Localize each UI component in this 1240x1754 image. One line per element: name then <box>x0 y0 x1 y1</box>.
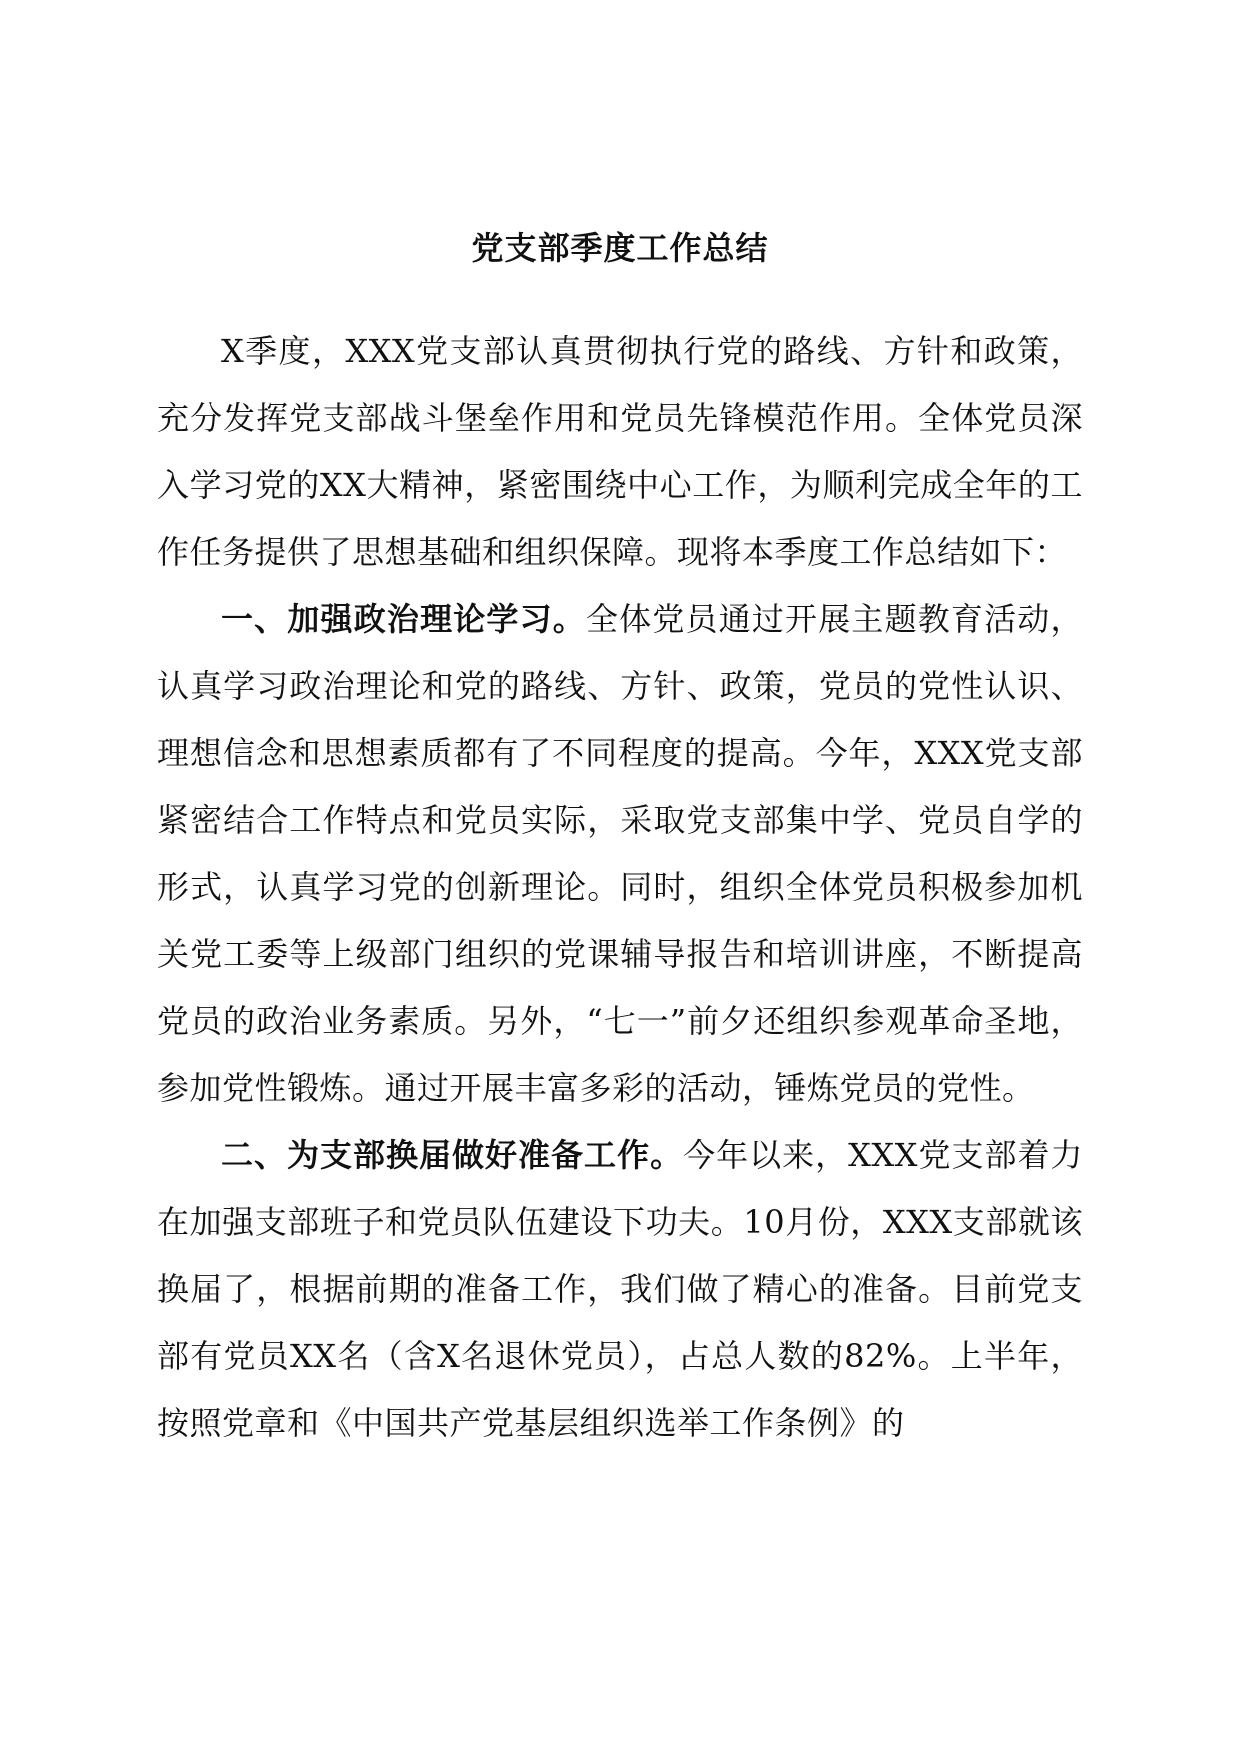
section-text-1: 全体党员通过开展主题教育活动，认真学习政治理论和党的路线、方针、政策，党员的党性认识、理想信念和思想素质都有了不同程度的提高。今年，XXX党支部紧密结合工作特点和党员实际，采取党支部集中学、党员自学的形式，认真学习党的创新理论。同时，组织全体党员积极参加机关党工委等上级部门组织的党课辅导报告和培训讲座，不断提高党员的政治业务素质。另外，“七一”前夕还组织参观革命圣地，参加党性锻炼。通过开展丰富多彩的活动，锤炼党员的党性。 <box>157 600 1083 1107</box>
document-title: 党支部季度工作总结 <box>471 229 769 267</box>
section-text-2: 今年以来，XXX党支部着力在加强支部班子和党员队伍建设下功夫。10月份，XXX支部就该换届了，根据前期的准备工作，我们做了精心的准备。目前党支部有党员XX名（含X名退休党员），占总人数的82%。上半年，按照党章和《中国共产党基层组织选举工作条例》的 <box>157 1136 1083 1442</box>
document-body <box>157 318 1083 1457</box>
intro-paragraph: X季度，XXX党支部认真贯彻执行党的路线、方针和政策，充分发挥党支部战斗堡垒作用和党员先锋模范作用。全体党员深入学习党的XX大精神，紧密围绕中心工作，为顺利完成全年的工作任务提供了思想基础和组织保障。现将本季度工作总结如下： <box>157 332 1083 571</box>
section-paragraph-2 <box>157 1122 1083 1457</box>
section-paragraph-1 <box>157 586 1083 1122</box>
section-heading-2: 二、为支部换届做好准备工作。 <box>221 1136 684 1174</box>
section-heading-1: 一、加强政治理论学习。 <box>221 600 586 638</box>
